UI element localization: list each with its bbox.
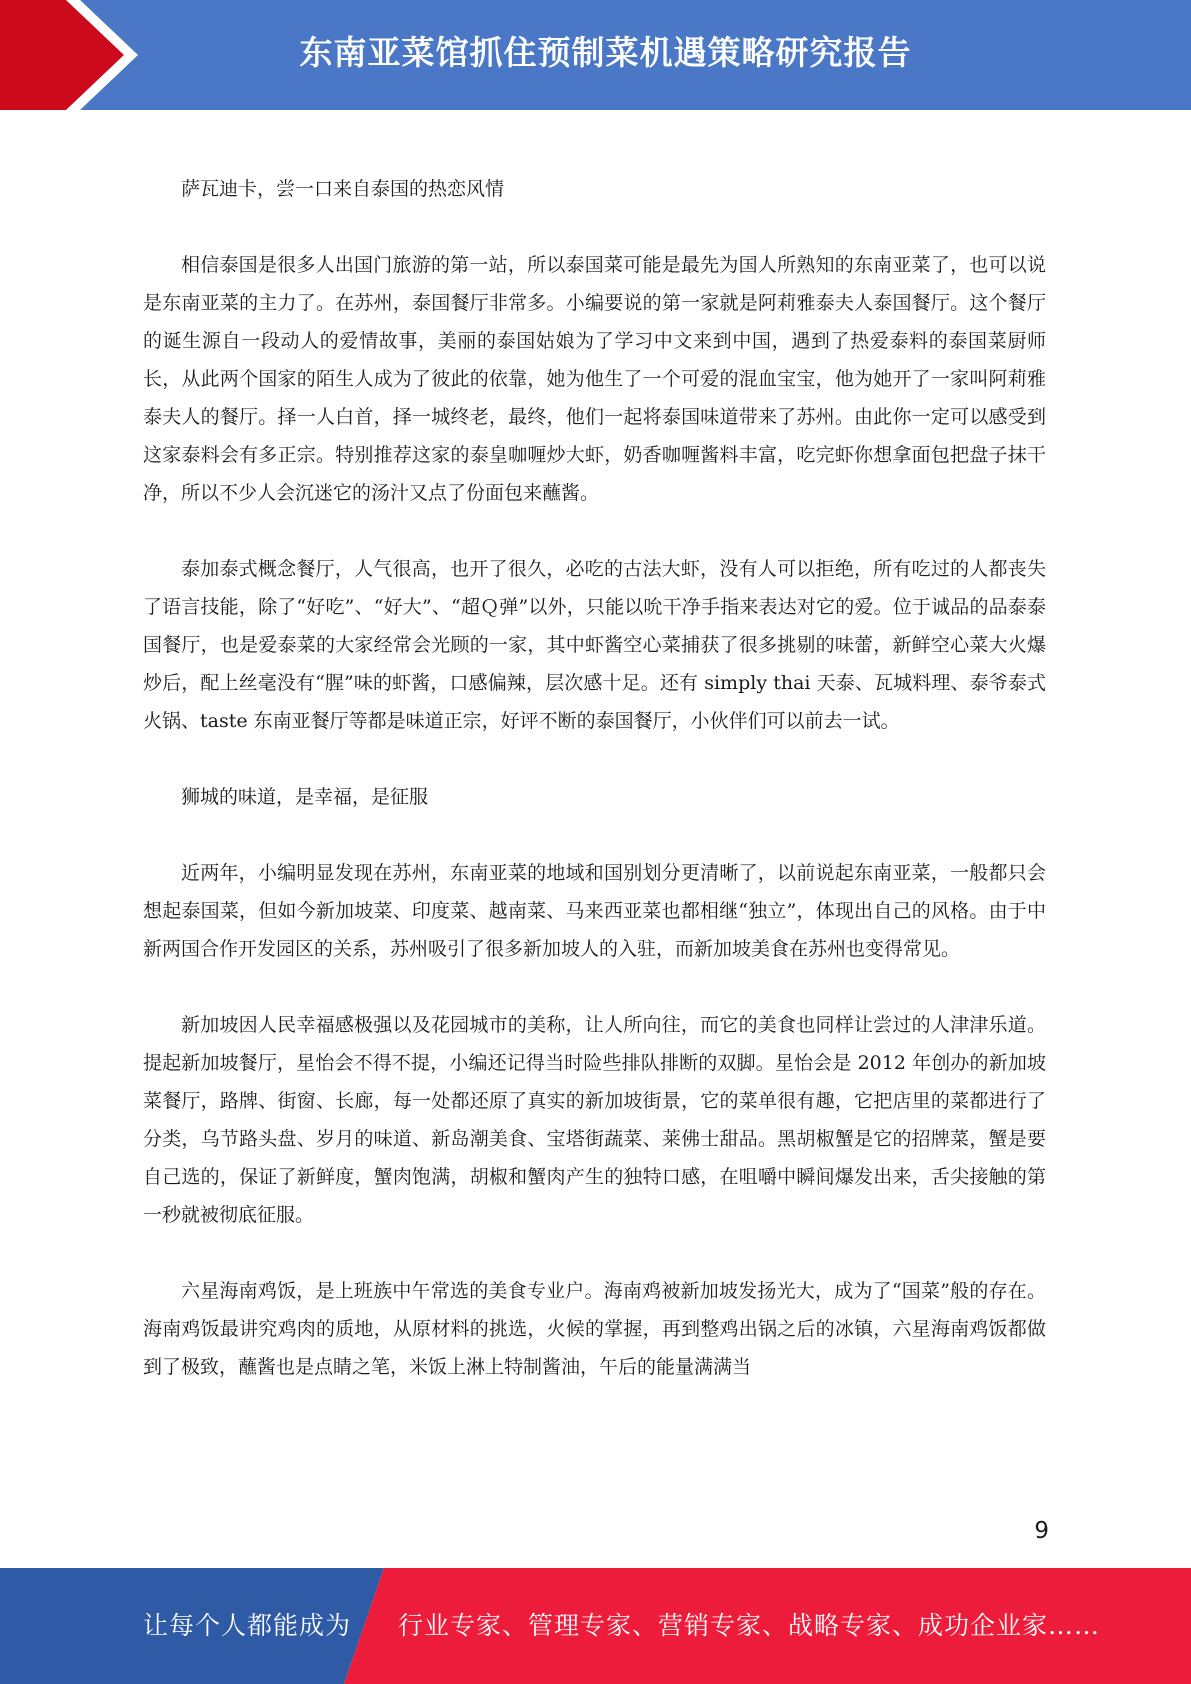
page-footer bbox=[0, 1568, 1191, 1684]
footer-slogan-left: 让每个人都能成为 bbox=[143, 1611, 352, 1640]
article-body bbox=[143, 170, 1046, 1386]
report-title: 东南亚菜馆抓住预制菜机遇策略研究报告 bbox=[299, 33, 912, 72]
paragraph: 相信泰国是很多人出国门旅游的第一站，所以泰国菜可能是最先为国人所熟知的东南亚菜了，也可以说是东南亚菜的主力了。在苏州，泰国餐厅非常多。小编要说的第一家就是阿莉雅泰夫人泰国餐厅。这个餐厅的诞生源自一段动人的爱情故事，美丽的泰国姑娘为了学习中文来到中国，遇到了热爱泰料的泰国菜厨师长，从此两个国家的陌生人成为了彼此的依靠，她为他生了一个可爱的混血宝宝，他为她开了一家叫阿莉雅泰夫人的餐厅。择一人白首，择一城终老，最终，他们一起将泰国味道带来了苏州。由此你一定可以感受到这家泰料会有多正宗。特别推荐这家的泰皇咖喱炒大虾，奶香咖喱酱料丰富，吃完虾你想拿面包把盘子抹干净，所以不少人会沉迷它的汤汁又点了份面包来蘸酱。 bbox=[143, 254, 1046, 504]
section-heading-thai: 萨瓦迪卡，尝一口来自泰国的热恋风情 bbox=[181, 178, 505, 200]
paragraph: 六星海南鸡饭，是上班族中午常选的美食专业户。海南鸡被新加坡发扬光大，成为了“国菜”般的存在。海南鸡饭最讲究鸡肉的质地，从原材料的挑选，火候的掌握，再到整鸡出锅之后的冰镇，六星海南鸡饭都做到了极致，蘸酱也是点睛之笔，米饭上淋上特制酱油，午后的能量满满当 bbox=[143, 1280, 1046, 1378]
page-header bbox=[0, 0, 1191, 110]
paragraph: 泰加泰式概念餐厅，人气很高，也开了很久，必吃的古法大虾，没有人可以拒绝，所有吃过的人都丧失了语言技能，除了“好吃”、“好大”、“超Ｑ弹”以外，只能以吮干净手指来表达对它的爱。位于诚品的品泰泰国餐厅，也是爱泰菜的大家经常会光顾的一家，其中虾酱空心菜捕获了很多挑剔的味蕾，新鲜空心菜大火爆炒后，配上丝毫没有“腥”味的虾酱，口感偏辣，层次感十足。还有 simply thai 天泰、瓦城料理、泰爷泰式火锅、taste 东南亚餐厅等都是味道正宗，好评不断的泰国餐厅，小伙伴们可以前去一试。 bbox=[143, 558, 1046, 732]
page-number: 9 bbox=[1034, 1518, 1049, 1544]
paragraph: 近两年，小编明显发现在苏州，东南亚菜的地域和国别划分更清晰了，以前说起东南亚菜，一般都只会想起泰国菜，但如今新加坡菜、印度菜、越南菜、马来西亚菜也都相继“独立”，体现出自己的风格。由于中新两国合作开发园区的关系，苏州吸引了很多新加坡人的入驻，而新加坡美食在苏州也变得常见。 bbox=[143, 862, 1046, 960]
paragraph: 新加坡因人民幸福感极强以及花园城市的美称，让人所向往，而它的美食也同样让尝过的人津津乐道。提起新加坡餐厅，星怡会不得不提，小编还记得当时险些排队排断的双脚。星怡会是 2012 年创办的新加坡菜餐厅，路牌、街窗、长廊，每一处都还原了真实的新加坡街景，它的菜单很有趣，它把店里的菜都进行了分类，乌节路头盘、岁月的味道、新岛潮美食、宝塔街蔬菜、莱佛士甜品。黑胡椒蟹是它的招牌菜，蟹是要自己选的，保证了新鲜度，蟹肉饱满，胡椒和蟹肉产生的独特口感，在咀嚼中瞬间爆发出来，舌尖接触的第一秒就被彻底征服。 bbox=[143, 1014, 1046, 1226]
section-heading-singapore: 狮城的味道，是幸福，是征服 bbox=[181, 786, 429, 808]
footer-slogan-right: 行业专家、管理专家、营销专家、战略专家、成功企业家…… bbox=[398, 1611, 1101, 1640]
